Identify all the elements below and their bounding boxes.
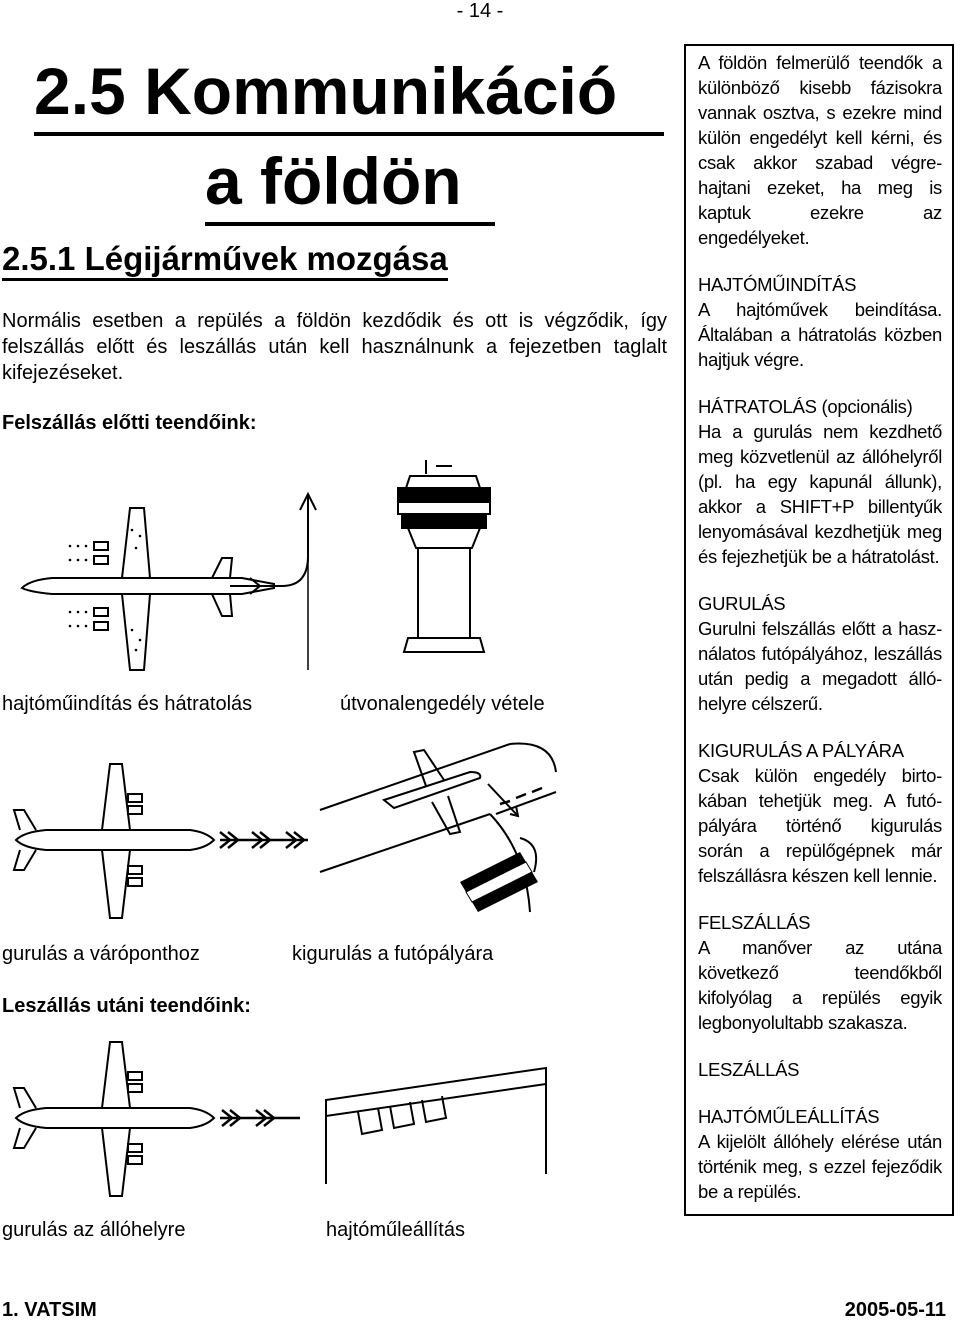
sidebar-section-taxi bbox=[698, 591, 942, 716]
aircraft-icon bbox=[14, 764, 214, 918]
taxi-arrows bbox=[220, 1110, 300, 1126]
sidebar-title-shutdown: HAJTÓMŰLEÁLLÍTÁS bbox=[698, 1106, 880, 1127]
after-landing-heading: Leszállás utáni teendőink: bbox=[2, 995, 251, 1017]
intro-paragraph: Normális esetben a repülés a földön kezdődik és ott is végződik, így felszállás előtt és leszállás után kell használnunk a fejezetben taglalt kifejezéseket. bbox=[2, 310, 667, 384]
caption-taxi-holding: gurulás a váróponthoz bbox=[2, 943, 200, 965]
footer-left: 1. VATSIM bbox=[2, 1299, 97, 1321]
sidebar-text-takeoff: A manőver az utána következő teendőkből kifolyólag a repülés egyik legbonyolultabb szakasza. bbox=[698, 937, 942, 1033]
jet-bridge bbox=[358, 1096, 446, 1134]
aircraft-icon bbox=[22, 508, 274, 670]
sidebar-section-shutdown bbox=[698, 1104, 942, 1204]
phases-sidebar bbox=[684, 44, 954, 1216]
chapter-title-line1: 2.5 Kommunikáció bbox=[34, 58, 664, 136]
control-tower-illustration bbox=[380, 452, 510, 682]
sidebar-intro: A földön felmerülő teendők a különböző kisebb fázisokra vannak osztva, s ezekre mind külön engedélyt kell kérni, és csak akkor szabad végre-hajtani ezeket, ha meg is kaptuk ezekre az engedélyeket. bbox=[698, 52, 942, 248]
caption-startup-pushback: hajtóműindítás és hátratolás bbox=[2, 693, 253, 715]
sidebar-title-lineup: KIGURULÁS A PÁLYÁRA bbox=[698, 740, 904, 761]
section-heading: 2.5.1 Légijárművek mozgása bbox=[2, 240, 448, 281]
caption-route-clearance: útvonalengedély vétele bbox=[340, 693, 545, 715]
sidebar-section-pushback bbox=[698, 394, 942, 569]
footer-date: 2005-05-11 bbox=[844, 1299, 946, 1321]
caption-taxi-stand: gurulás az állóhelyre bbox=[2, 1219, 186, 1241]
taxi-stand-illustration bbox=[10, 1036, 310, 1212]
pushback-arrow bbox=[230, 494, 316, 670]
sidebar-text-startup: A hajtóművek beindítása. Általában a hátratolás közben hajtjuk végre. bbox=[698, 299, 942, 370]
caption-taxi-runway: kigurulás a futópályára bbox=[292, 943, 494, 965]
sidebar-title-landing: LESZÁLLÁS bbox=[698, 1059, 800, 1080]
caption-shutdown: hajtóműleállítás bbox=[326, 1219, 465, 1241]
aircraft-icon bbox=[14, 1042, 214, 1196]
taxi-arrows bbox=[220, 832, 308, 848]
taxi-holding-illustration bbox=[10, 758, 310, 928]
exhaust-dots bbox=[69, 529, 142, 652]
sidebar-text-taxi: Gurulni felszállás előtt a hasz-nálatos futópályához, leszállás után pedig a megadott álló-helyre célszerű. bbox=[698, 618, 942, 714]
sidebar-section-takeoff bbox=[698, 910, 942, 1035]
sidebar-title-taxi: GURULÁS bbox=[698, 593, 786, 614]
sidebar-title-pushback: HÁTRATOLÁS (opcionális) bbox=[698, 396, 913, 417]
sidebar-section-landing bbox=[698, 1057, 942, 1082]
terminal-shutdown-illustration bbox=[322, 1064, 552, 1204]
chapter-title-line2: a földön bbox=[205, 148, 495, 226]
runway-markings bbox=[500, 788, 542, 804]
taxi-runway-illustration bbox=[320, 732, 560, 932]
runway-threshold bbox=[460, 852, 538, 912]
startup-pushback-illustration bbox=[12, 480, 332, 680]
sidebar-text-lineup: Csak külön engedély birto-kában tehetjük meg. A futó-pályára történő kigurulás során a repülőgépnek már felszállásra készen kell lennie. bbox=[698, 765, 942, 886]
before-takeoff-heading: Felszállás előtti teendőink: bbox=[2, 412, 257, 434]
sidebar-title-startup: HAJTÓMŰINDÍTÁS bbox=[698, 274, 857, 295]
sidebar-text-pushback: Ha a gurulás nem kezdhető meg közvetlenül az állóhelyről (pl. ha egy kapunál állunk), akkor a SHIFT+P billentyűk lenyomásával kezdhetjük meg és fejezhetjük be a hátratolást. bbox=[698, 421, 942, 567]
page-number: - 14 - bbox=[456, 0, 504, 22]
sidebar-text-shutdown: A kijelölt állóhely elérése után történik meg, s ezzel fejeződik be a repülés. bbox=[698, 1131, 942, 1202]
sidebar-title-takeoff: FELSZÁLLÁS bbox=[698, 912, 811, 933]
sidebar-section-startup bbox=[698, 272, 942, 372]
sidebar-section-lineup bbox=[698, 738, 942, 888]
